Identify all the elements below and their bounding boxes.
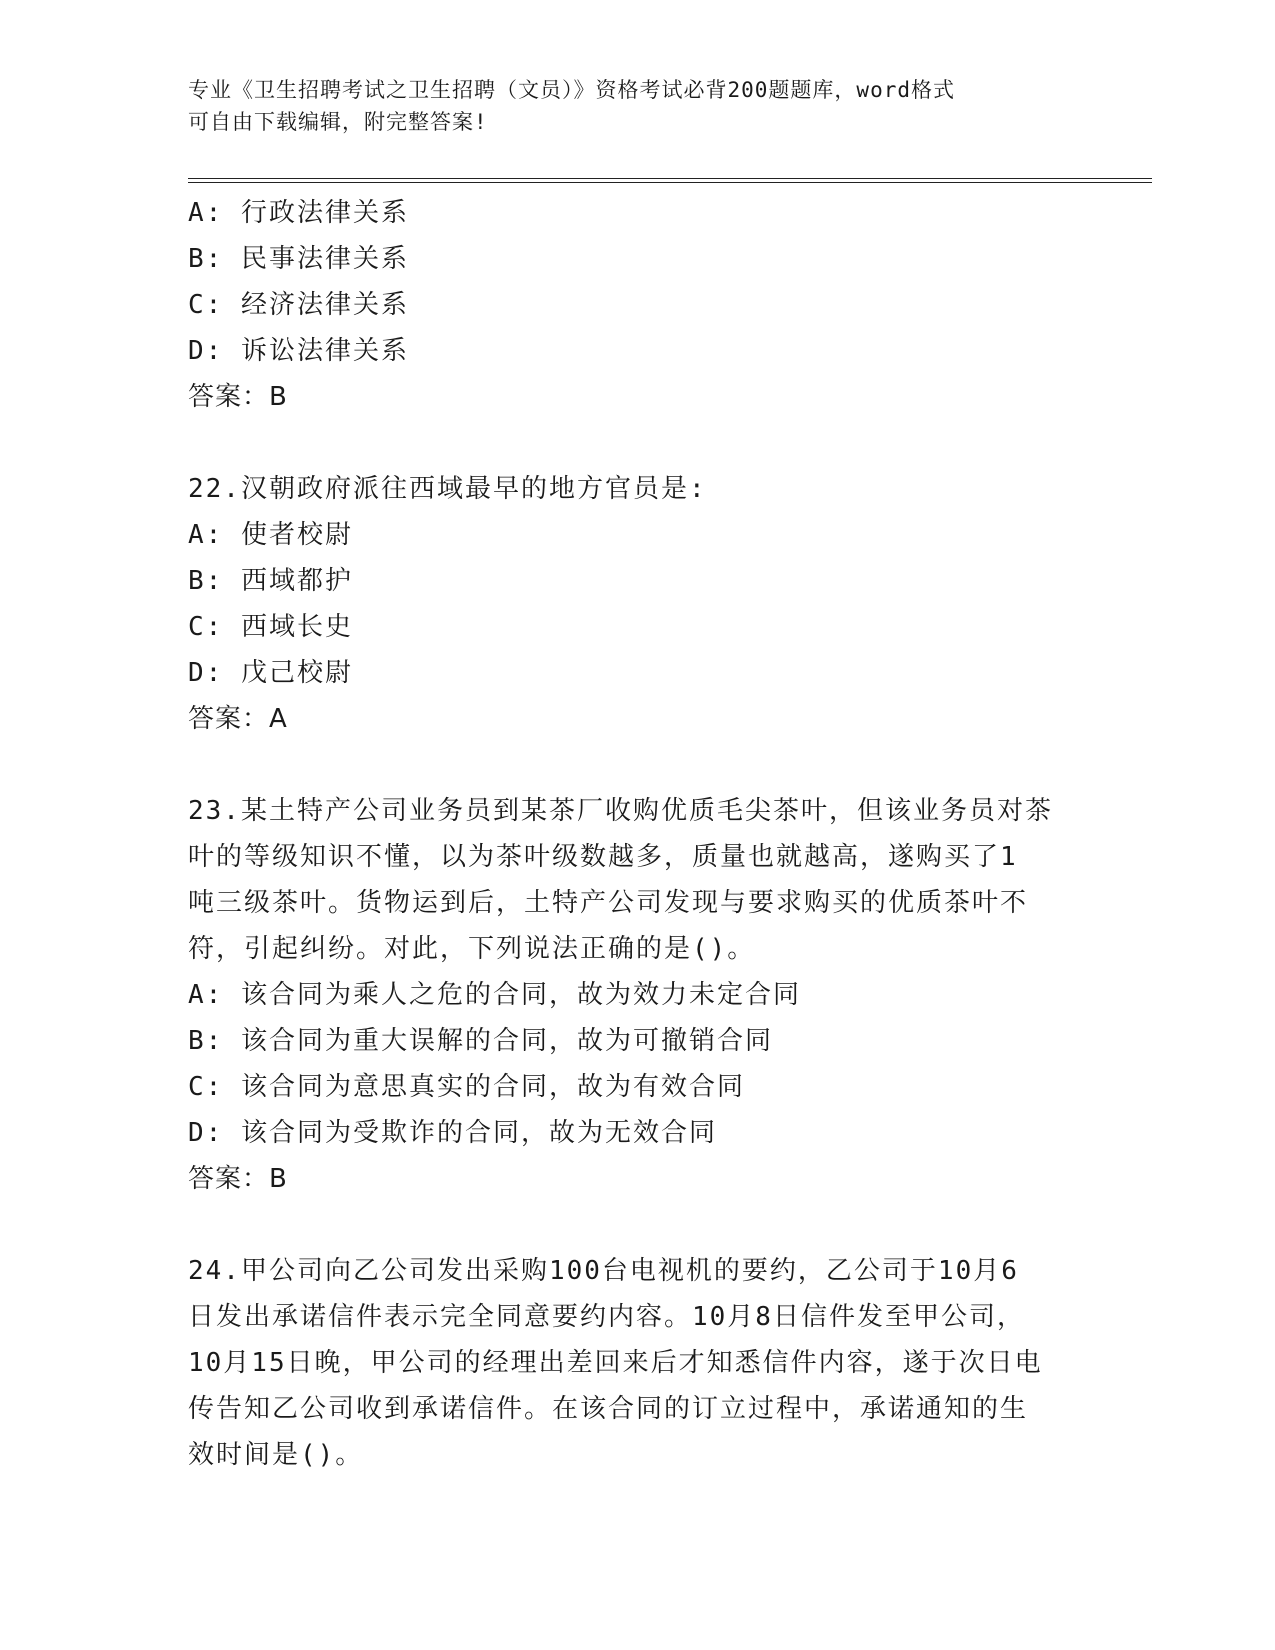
header-line-2: 可自由下载编辑，附完整答案! (188, 110, 488, 134)
option-d: D: 该合同为受欺诈的合同，故为无效合同 (188, 1118, 717, 1148)
option-b: B: 该合同为重大误解的合同，故为可撤销合同 (188, 1026, 773, 1056)
question-24 (188, 1248, 1088, 1478)
answer: 答案：B (188, 1164, 288, 1194)
question-23 (188, 788, 1088, 1202)
question-text-line-2: 叶的等级知识不懂，以为茶叶级数越多，质量也就越高，遂购买了1 (188, 842, 1018, 872)
question-text-line-1: 23.某土特产公司业务员到某茶厂收购优质毛尖茶叶，但该业务员对茶 (188, 796, 1053, 826)
answer: 答案：B (188, 382, 288, 412)
question-text: 22.汉朝政府派往西域最早的地方官员是: (188, 474, 707, 504)
option-a: A: 该合同为乘人之危的合同，故为效力未定合同 (188, 980, 801, 1010)
option-c: C: 该合同为意思真实的合同，故为有效合同 (188, 1072, 745, 1102)
question-text-line-2: 日发出承诺信件表示完全同意要约内容。10月8日信件发至甲公司， (188, 1302, 1025, 1332)
question-text-line-4: 符，引起纠纷。对此，下列说法正确的是()。 (188, 934, 756, 964)
option-c: C: 西域长史 (188, 612, 353, 642)
option-a: A: 行政法律关系 (188, 198, 409, 228)
header-rule-bottom (188, 182, 1152, 183)
option-d: D: 诉讼法律关系 (188, 336, 409, 366)
document-body (188, 190, 1088, 1478)
question-text-line-4: 传告知乙公司收到承诺信件。在该合同的订立过程中，承诺通知的生 (188, 1394, 1029, 1424)
spacer (188, 1202, 1088, 1248)
question-text-line-1: 24.甲公司向乙公司发出采购100台电视机的要约，乙公司于10月6 (188, 1256, 1019, 1286)
question-text-line-3: 吨三级茶叶。货物运到后，土特产公司发现与要求购买的优质茶叶不 (188, 888, 1029, 918)
spacer (188, 742, 1088, 788)
option-d: D: 戊己校尉 (188, 658, 353, 688)
spacer (188, 420, 1088, 466)
question-text-line-5: 效时间是()。 (188, 1440, 364, 1470)
option-c: C: 经济法律关系 (188, 290, 409, 320)
document-header (188, 74, 1088, 138)
answer: 答案：A (188, 704, 288, 734)
header-line-1: 专业《卫生招聘考试之卫生招聘（文员）》资格考试必背200题题库，word格式 (188, 78, 955, 102)
question-22 (188, 466, 1088, 742)
question-text-line-3: 10月15日晚，甲公司的经理出差回来后才知悉信件内容，遂于次日电 (188, 1348, 1043, 1378)
option-a: A: 使者校尉 (188, 520, 353, 550)
option-b: B: 民事法律关系 (188, 244, 409, 274)
option-b: B: 西域都护 (188, 566, 353, 596)
header-rule-top (188, 178, 1152, 179)
question-21 (188, 190, 1088, 420)
